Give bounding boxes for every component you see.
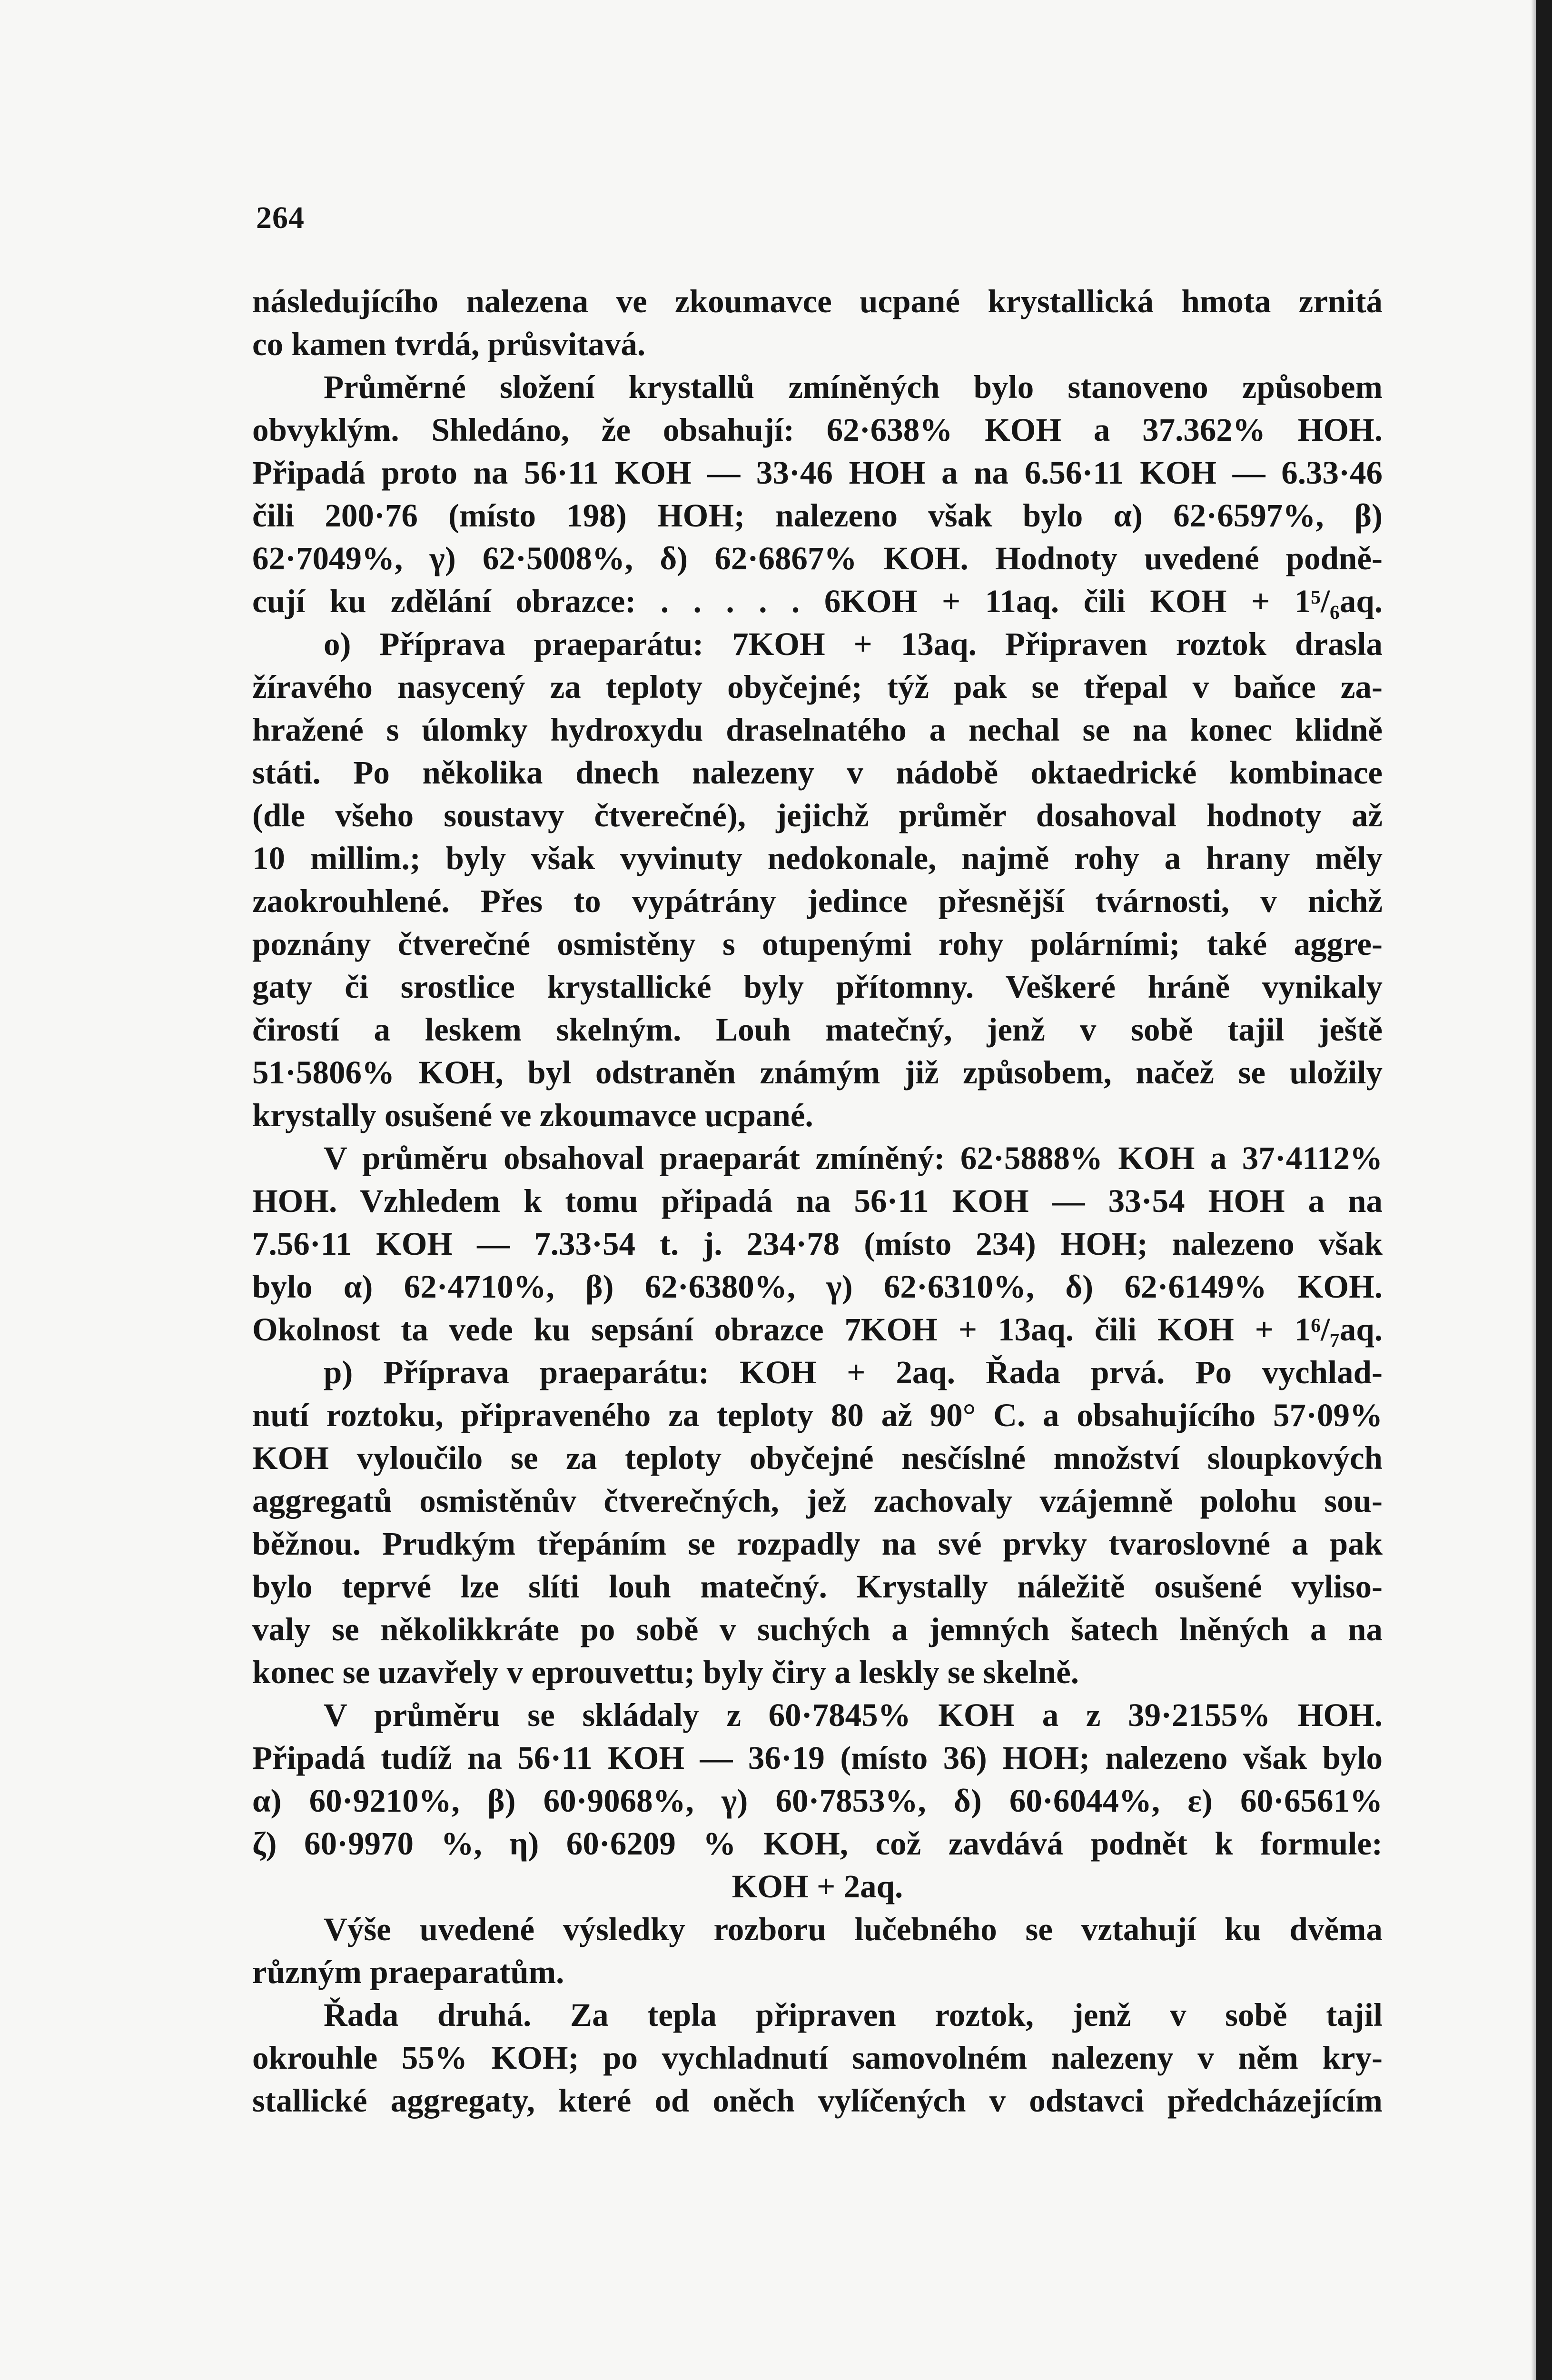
text-line: HOH. Vzhledem k tomu připadá na 56·11 KOH — 33·54 HOH a na <box>252 1183 1383 1219</box>
text-line: Výše uvedené výsledky rozboru lučebného se vztahují ku dvěma <box>324 1911 1383 1947</box>
text-line: cují ku zdělání obrazce: . . . . . 6KOH + 11aq. čili KOH + 1⁵/₆aq. <box>252 583 1383 619</box>
text-line: V průměru se skládaly z 60·7845% KOH a z 39·2155% HOH. <box>324 1697 1383 1733</box>
text-line: stallické aggregaty, které od oněch vylíčených v odstavci předcházejícím <box>252 2082 1383 2119</box>
text-line: čirostí a leskem skelným. Louh matečný, jenž v sobě tajil ještě <box>252 1012 1383 1048</box>
text-line: zaokrouhlené. Přes to vypátrány jedince přesnější tvárnosti, v nichž <box>252 883 1383 919</box>
text-line: gaty či srostlice krystallické byly přítomny. Veškeré hráně vynikaly <box>252 969 1383 1005</box>
text-line: nutí roztoku, připraveného za teploty 80 až 90° C. a obsahujícího 57·09% <box>252 1397 1383 1433</box>
text-line: státi. Po několika dnech nalezeny v nádobě oktaedrické kombinace <box>252 754 1383 791</box>
text-line: 7.56·11 KOH — 7.33·54 t. j. 234·78 (místo 234) HOH; nalezeno však <box>252 1226 1383 1262</box>
text-line: bylo α) 62·4710%, β) 62·6380%, γ) 62·6310%, δ) 62·6149% KOH. <box>252 1269 1383 1305</box>
text-line: V průměru obsahoval praeparát zmíněný: 62·5888% KOH a 37·4112% <box>324 1140 1383 1176</box>
text-line: 62·7049%, γ) 62·5008%, δ) 62·6867% KOH. Hodnoty uvedené podně- <box>252 540 1383 576</box>
text-line: hražené s úlomky hydroxydu draselnatého a nechal se na konec klidně <box>252 712 1383 748</box>
section-heading-o: o) Příprava praeparátu: 7KOH + 13aq. Připraven roztok drasla <box>324 626 1383 662</box>
text-line: ζ) 60·9970 %, η) 60·6209 % KOH, což zavdává podnět k formule: <box>252 1825 1383 1862</box>
text-line: čili 200·76 (místo 198) HOH; nalezeno však bylo α) 62·6597%, β) <box>252 497 1383 534</box>
scan-shadow <box>1531 0 1536 2380</box>
formula-line: KOH + 2aq. <box>732 1868 903 1904</box>
text-line: co kamen tvrdá, průsvitavá. <box>252 326 646 362</box>
text-line: konec se uzavřely v eprouvettu; byly čiry a leskly se skelně. <box>252 1654 1079 1690</box>
text-line: KOH vyloučilo se za teploty obyčejné nesčíslné množství sloupkových <box>252 1440 1383 1476</box>
text-line: Řada druhá. Za tepla připraven roztok, jenž v sobě tajil <box>324 1997 1383 2033</box>
text-line: valy se několikkráte po sobě v suchých a jemných šatech lněných a na <box>252 1611 1383 1647</box>
section-heading-p: p) Příprava praeparátu: KOH + 2aq. Řada prvá. Po vychlad- <box>324 1354 1383 1390</box>
page-number: 264 <box>256 200 305 235</box>
text-line: α) 60·9210%, β) 60·9068%, γ) 60·7853%, δ) 60·6044%, ε) 60·6561% <box>252 1783 1383 1819</box>
text-line: aggregatů osmistěnův čtverečných, jež zachovaly vzájemně polohu sou- <box>252 1483 1383 1519</box>
text-line: Průměrné složení krystallů zmíněných bylo stanoveno způsobem <box>324 369 1383 405</box>
text-line: 51·5806% KOH, byl odstraněn známým již způsobem, načež se uložily <box>252 1054 1383 1091</box>
body-text <box>252 280 1383 2122</box>
text-line: žíravého nasycený za teploty obyčejné; týž pak se třepal v baňce za- <box>252 669 1383 705</box>
text-line: různým praeparatům. <box>252 1954 564 1990</box>
text-line: Okolnost ta vede ku sepsání obrazce 7KOH + 13aq. čili KOH + 1⁶/₇aq. <box>252 1311 1383 1348</box>
text-line: Připadá tudíž na 56·11 KOH — 36·19 (místo 36) HOH; nalezeno však bylo <box>252 1740 1383 1776</box>
text-line: bylo teprvé lze slíti louh matečný. Krystally náležitě osušené vyliso- <box>252 1568 1383 1605</box>
scan-border <box>1536 0 1552 2380</box>
text-line: poznány čtverečné osmistěny s otupenými rohy polárními; také aggre- <box>252 926 1383 962</box>
text-line: (dle všeho soustavy čtverečné), jejichž průměr dosahoval hodnoty až <box>252 797 1383 833</box>
text-line: okrouhle 55% KOH; po vychladnutí samovolném nalezeny v něm kry- <box>252 2040 1383 2076</box>
text-line: krystally osušené ve zkoumavce ucpané. <box>252 1097 813 1133</box>
text-line: Připadá proto na 56·11 KOH — 33·46 HOH a na 6.56·11 KOH — 6.33·46 <box>252 455 1383 491</box>
text-line: 10 millim.; byly však vyvinuty nedokonale, najmě rohy a hrany měly <box>252 840 1383 876</box>
text-line: běžnou. Prudkým třepáním se rozpadly na své prvky tvaroslovné a pak <box>252 1526 1383 1562</box>
text-line: následujícího nalezena ve zkoumavce ucpané krystallická hmota zrnitá <box>252 283 1383 319</box>
text-line: obvyklým. Shledáno, že obsahují: 62·638% KOH a 37.362% HOH. <box>252 412 1383 448</box>
